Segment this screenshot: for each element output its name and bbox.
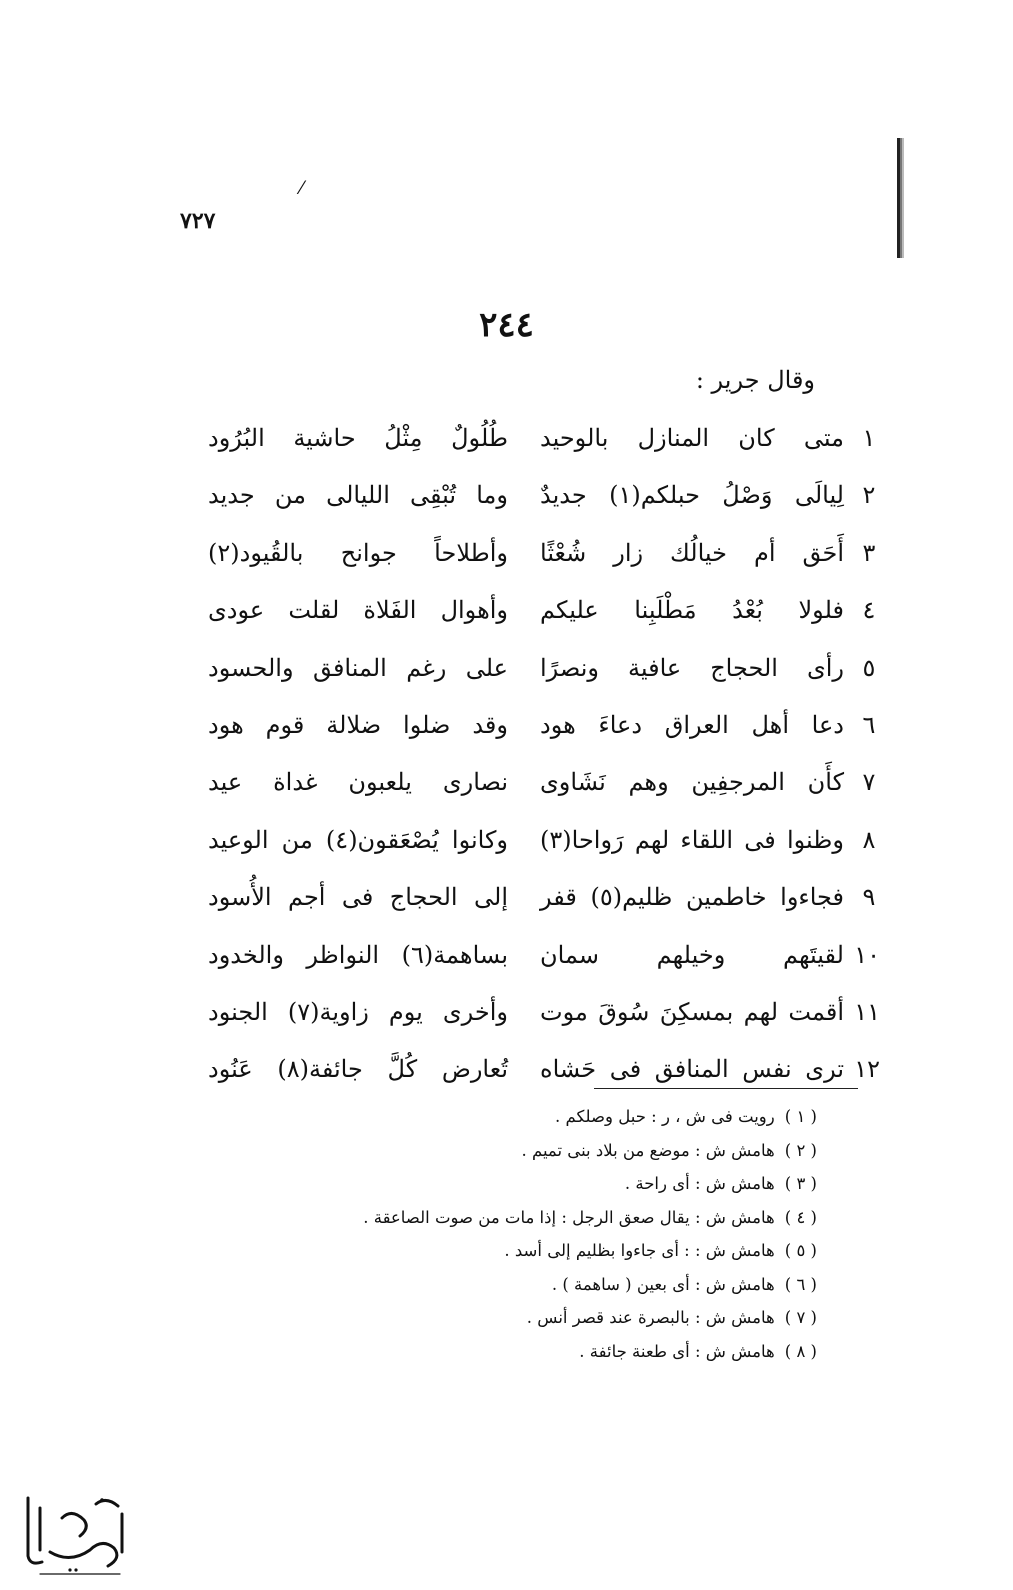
verse-second-hemistich: وما تُبْقِى الليالى من جديد bbox=[208, 481, 508, 510]
verse bbox=[200, 467, 880, 524]
calligraphy-watermark-logo bbox=[10, 1478, 140, 1582]
verse-first-hemistich: لقيتَهم وخيلهم سمان bbox=[540, 940, 844, 969]
ink-mark: ⁄ bbox=[300, 178, 304, 199]
footnote bbox=[297, 1201, 817, 1235]
verse-first-hemistich: متى كان المنازل بالوحيد bbox=[540, 424, 844, 452]
verse-list bbox=[200, 410, 880, 1099]
verse bbox=[200, 984, 880, 1041]
footnote-text: هامش ش : بالبصرة عند قصر أنس . bbox=[526, 1308, 775, 1327]
verse-second-hemistich: بساهمة(٦) النواظر والخدود bbox=[208, 940, 508, 969]
verse-second-hemistich: وكانوا يُصْعَقون(٤) من الوعيد bbox=[208, 825, 508, 854]
verse-first-hemistich: رأى الحجاج عافية ونصرًا bbox=[540, 653, 844, 682]
verse-first-hemistich: لِيالَى وَصْلُ حبلكم(١) جديدٌ bbox=[540, 481, 844, 510]
verse-number: ١ bbox=[862, 424, 876, 452]
verse-second-hemistich: وأهوال الفَلاة لقلت عودى bbox=[208, 596, 508, 625]
footnote bbox=[297, 1234, 817, 1268]
poem-number: ٢٤٤ bbox=[479, 305, 534, 345]
verse-first-hemistich: ترى نفس المنافق فى حَشاه bbox=[540, 1055, 844, 1084]
footnote-number: ( ٤ ) bbox=[784, 1207, 817, 1227]
scan-edge-mark bbox=[897, 138, 906, 258]
footnote bbox=[297, 1268, 817, 1302]
verse-first-hemistich: دعا أهل العراق دعاءَ هود bbox=[540, 710, 844, 739]
verse-second-hemistich: إلى الحجاج فى أجم الأُسود bbox=[208, 883, 508, 912]
verse bbox=[200, 1041, 880, 1098]
verse-number: ٦ bbox=[862, 710, 876, 739]
verse bbox=[200, 812, 880, 869]
verse-number: ٥ bbox=[862, 653, 876, 682]
footnote-number: ( ٢ ) bbox=[784, 1140, 817, 1160]
verse-second-hemistich: وأطلاحاً جوانح بالقُيود(٢) bbox=[208, 538, 508, 567]
verse-first-hemistich: فلولا بُعْدُ مَطْلَبِنا عليكم bbox=[540, 596, 844, 625]
verse bbox=[200, 869, 880, 926]
verse bbox=[200, 927, 880, 984]
verse-number: ٤ bbox=[862, 596, 876, 625]
verse-second-hemistich: تُعارض كُلَّ جائفة(٨) عَنُود bbox=[208, 1055, 508, 1084]
footnote bbox=[297, 1167, 817, 1201]
footnote-text: هامش ش : أى راحة . bbox=[624, 1174, 775, 1193]
verse-number: ٢ bbox=[862, 481, 876, 510]
verse-first-hemistich: أقمت لهم بمسكِنَ سُوقَ موت bbox=[540, 997, 844, 1026]
verse-first-hemistich: وظنوا فى اللقاء لهم رَواحا(٣) bbox=[540, 825, 844, 854]
verse-number: ٩ bbox=[862, 883, 876, 912]
page-number: ٧٢٧ bbox=[180, 208, 216, 234]
verse-first-hemistich: فجاءوا خاطمين ظليم(٥) قفر bbox=[540, 883, 844, 912]
verse-number: ٨ bbox=[862, 825, 876, 854]
footnote-number: ( ٥ ) bbox=[784, 1241, 817, 1260]
footnote-number: ( ٧ ) bbox=[784, 1308, 817, 1327]
verse-second-hemistich: وقد ضلوا ضلالة قوم هود bbox=[208, 710, 508, 739]
verse-second-hemistich: نصارى يلعبون غداة عيد bbox=[208, 768, 508, 797]
verse-number: ١٠ bbox=[854, 940, 880, 969]
footnote-text: هامش ش : : أى جاءوا بظليم إلى أسد . bbox=[504, 1241, 775, 1260]
verse-number: ٧ bbox=[862, 768, 876, 797]
footnote-number: ( ٣ ) bbox=[784, 1174, 817, 1193]
footnote-divider bbox=[594, 1088, 858, 1089]
verse bbox=[200, 697, 880, 754]
verse bbox=[200, 410, 880, 467]
verse bbox=[200, 582, 880, 639]
footnote-text: هامش ش : يقال صعق الرجل : إذا مات من صوت الصاعقة . bbox=[363, 1207, 775, 1227]
verse-second-hemistich: على رغم المنافق والحسود bbox=[208, 653, 508, 682]
verse-first-hemistich: كأَن المرجفِين وهم نَشَاوى bbox=[540, 768, 844, 797]
verse-number: ١١ bbox=[854, 997, 880, 1026]
verse-number: ١٢ bbox=[854, 1055, 880, 1084]
verse-number: ٣ bbox=[862, 538, 876, 567]
footnote-text: هامش ش : أى بعين ( ساهمة ) . bbox=[551, 1274, 775, 1294]
footnote-text: هامش ش : موضع من بلاد بنى تميم . bbox=[521, 1140, 775, 1160]
footnote-number: ( ١ ) bbox=[784, 1107, 817, 1126]
footnote-number: ( ٦ ) bbox=[784, 1274, 817, 1294]
footnote-text: هامش ش : أى طعنة جائفة . bbox=[579, 1341, 775, 1361]
verse bbox=[200, 640, 880, 697]
footnote bbox=[297, 1335, 817, 1369]
footnote bbox=[297, 1134, 817, 1168]
footnote bbox=[297, 1301, 817, 1335]
verse bbox=[200, 525, 880, 582]
verse bbox=[200, 754, 880, 811]
footnote bbox=[297, 1100, 817, 1134]
poem-intro: وقال جرير : bbox=[695, 366, 815, 394]
footnote-number: ( ٨ ) bbox=[784, 1341, 817, 1361]
footnote-text: رويت فى ش ، ر : حبل وصلكم . bbox=[554, 1107, 775, 1126]
verse-second-hemistich: وأخرى يوم زاوية(٧) الجنود bbox=[208, 997, 509, 1026]
verse-first-hemistich: أَحَق أم خيالُك زار شُعْثًا bbox=[540, 538, 844, 567]
verse-second-hemistich: طُلُولٌ مِثْلُ حاشية البُرُود bbox=[208, 424, 508, 452]
footnotes bbox=[297, 1100, 817, 1368]
